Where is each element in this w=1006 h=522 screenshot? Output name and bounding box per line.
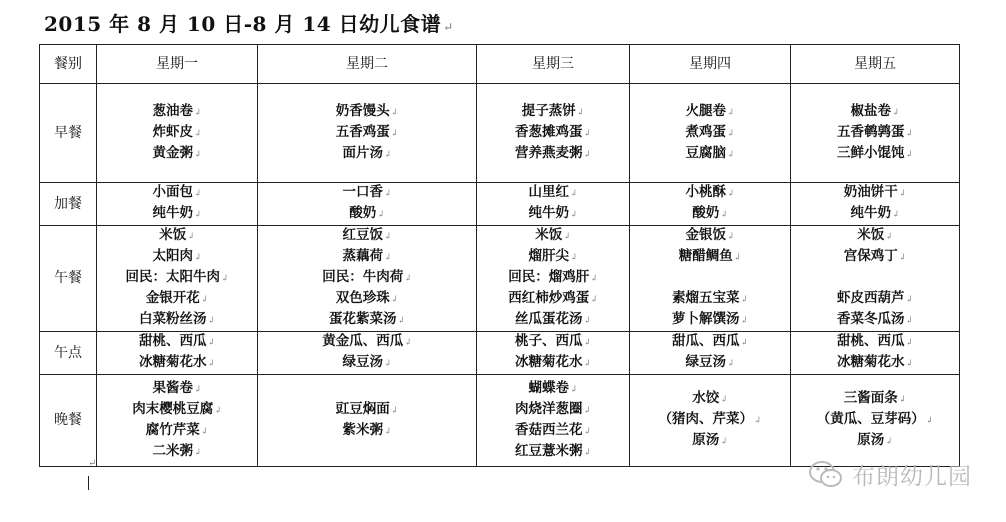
menu-item: 五香鸡蛋 ↲ — [258, 123, 476, 144]
menu-item: 奶油饼干 ↲ — [791, 183, 959, 204]
table-row-afternoon-snack — [40, 332, 960, 375]
menu-cell — [791, 375, 960, 467]
menu-item: 冰糖菊花水 ↲ — [477, 353, 629, 374]
menu-item: 金银饭 ↲ — [630, 226, 790, 247]
menu-item: 奶香馒头 ↲ — [258, 102, 476, 123]
menu-item: 回民：太阳牛肉 ↲ — [97, 268, 257, 289]
menu-item: 一口香 ↲ — [258, 183, 476, 204]
menu-cell — [97, 183, 258, 226]
menu-cell — [791, 183, 960, 226]
menu-cell — [477, 375, 630, 467]
menu-item: 绿豆汤 ↲ — [258, 353, 476, 374]
menu-item: 甜瓜、西瓜 ↲ — [630, 332, 790, 353]
menu-item: 回民：熘鸡肝 ↲ — [477, 268, 629, 289]
menu-item: 蛋花紫菜汤 ↲ — [258, 310, 476, 331]
menu-item: 酸奶 ↲ — [258, 204, 476, 225]
menu-item: 水饺 ↲ — [630, 389, 790, 410]
menu-item: 果酱卷 ↲ — [97, 379, 257, 400]
menu-cell — [258, 183, 477, 226]
menu-table — [39, 44, 960, 467]
menu-item: 红豆薏米粥 ↲ — [477, 442, 629, 463]
menu-item: 黄金瓜、西瓜 ↲ — [258, 332, 476, 353]
menu-cell — [477, 332, 630, 375]
menu-cell — [97, 375, 258, 467]
menu-item: 香葱摊鸡蛋 ↲ — [477, 123, 629, 144]
menu-item: 紫米粥 ↲ — [258, 421, 476, 442]
menu-item: 蝴蝶卷 ↲ — [477, 379, 629, 400]
menu-item: 冰糖菊花水 ↲ — [791, 353, 959, 374]
menu-cell — [630, 183, 791, 226]
menu-item: 小面包 ↲ — [97, 183, 257, 204]
paragraph-mark-icon: ↵ — [88, 458, 97, 469]
row-label-snack: 加餐 — [40, 183, 97, 226]
menu-item: 米饭 ↲ — [97, 226, 257, 247]
menu-item: 萝卜解馔汤 ↲ — [630, 310, 790, 331]
menu-cell — [791, 332, 960, 375]
menu-item: 双色珍珠 ↲ — [258, 289, 476, 310]
menu-item: 酸奶 ↲ — [630, 204, 790, 225]
menu-cell — [258, 226, 477, 332]
row-label-lunch: 午餐 — [40, 226, 97, 332]
menu-cell — [258, 84, 477, 183]
menu-item: 黄金粥 ↲ — [97, 144, 257, 165]
menu-item: 糖醋鲷鱼 ↲ — [630, 247, 790, 268]
menu-item: 提子蒸饼 ↲ — [477, 102, 629, 123]
menu-item: 煮鸡蛋 ↲ — [630, 123, 790, 144]
table-row-lunch — [40, 226, 960, 332]
menu-item: 米饭 ↲ — [791, 226, 959, 247]
menu-item: 腐竹芹菜 ↲ — [97, 421, 257, 442]
menu-item: 熘肝尖 ↲ — [477, 247, 629, 268]
menu-item: 绿豆汤 ↲ — [630, 353, 790, 374]
menu-item: 桃子、西瓜 ↲ — [477, 332, 629, 353]
menu-item: 二米粥 ↲ — [97, 442, 257, 463]
menu-item: 炸虾皮 ↲ — [97, 123, 257, 144]
menu-item: 椒盐卷 ↲ — [791, 102, 959, 123]
menu-item: 肉烧洋葱圈 ↲ — [477, 400, 629, 421]
menu-cell — [477, 226, 630, 332]
menu-item: 纯牛奶 ↲ — [97, 204, 257, 225]
menu-cell — [258, 332, 477, 375]
menu-item: 香菇西兰花 ↲ — [477, 421, 629, 442]
menu-item: 香菜冬瓜汤 ↲ — [791, 310, 959, 331]
header-friday: 星期五 — [791, 45, 960, 84]
menu-item: 宫保鸡丁 ↲ — [791, 247, 959, 268]
menu-item: 肉末樱桃豆腐 ↲ — [97, 400, 257, 421]
menu-item: （黄瓜、豆芽码） ↲ — [791, 410, 959, 431]
menu-cell — [630, 332, 791, 375]
menu-item: 太阳肉 ↲ — [97, 247, 257, 268]
menu-cell — [630, 226, 791, 332]
menu-item: 豇豆焖面 ↲ — [258, 400, 476, 421]
menu-item: 米饭 ↲ — [477, 226, 629, 247]
watermark — [808, 458, 972, 491]
table-row-breakfast — [40, 84, 960, 183]
menu-item: 纯牛奶 ↲ — [791, 204, 959, 225]
menu-item: 纯牛奶 ↲ — [477, 204, 629, 225]
menu-item: 面片汤 ↲ — [258, 144, 476, 165]
menu-item: 豆腐脑 ↲ — [630, 144, 790, 165]
menu-item: 甜桃、西瓜 ↲ — [97, 332, 257, 353]
row-label-dinner: 晚餐 — [40, 375, 97, 467]
menu-item: 丝瓜蛋花汤 ↲ — [477, 310, 629, 331]
header-meal-type: 餐别 — [40, 45, 97, 84]
menu-item: 营养燕麦粥 ↲ — [477, 144, 629, 165]
menu-cell — [630, 375, 791, 467]
menu-item: 原汤 ↲ — [791, 431, 959, 452]
menu-item: 三鲜小馄饨 ↲ — [791, 144, 959, 165]
menu-cell — [258, 375, 477, 467]
table-row-snack — [40, 183, 960, 226]
menu-item: 白菜粉丝汤 ↲ — [97, 310, 257, 331]
menu-item: 红豆饭 ↲ — [258, 226, 476, 247]
header-monday: 星期一 — [97, 45, 258, 84]
menu-item: 火腿卷 ↲ — [630, 102, 790, 123]
menu-cell — [97, 84, 258, 183]
menu-cell — [477, 183, 630, 226]
menu-item: 素熘五宝菜 ↲ — [630, 289, 790, 310]
menu-item: 蒸藕荷 ↲ — [258, 247, 476, 268]
title-text: 2015 年 8 月 10 日-8 月 14 日幼儿食谱 — [44, 12, 442, 36]
watermark-text: 布朗幼儿园 — [852, 464, 972, 490]
table-header-row — [40, 45, 960, 84]
menu-cell — [477, 84, 630, 183]
row-label-afternoon-snack: 午点 — [40, 332, 97, 375]
menu-item: 葱油卷 ↲ — [97, 102, 257, 123]
menu-item: 山里红 ↲ — [477, 183, 629, 204]
table-row-dinner — [40, 375, 960, 467]
menu-cell — [97, 332, 258, 375]
menu-cell — [97, 226, 258, 332]
text-cursor — [88, 476, 89, 490]
menu-item: 五香鹌鹑蛋 ↲ — [791, 123, 959, 144]
menu-item: 三酱面条 ↲ — [791, 389, 959, 410]
paragraph-mark-icon: ↵ — [443, 20, 454, 34]
header-thursday: 星期四 — [630, 45, 791, 84]
header-wednesday: 星期三 — [477, 45, 630, 84]
menu-item: 金银开花 ↲ — [97, 289, 257, 310]
menu-cell — [791, 226, 960, 332]
menu-item: 甜桃、西瓜 ↲ — [791, 332, 959, 353]
document-title — [44, 8, 454, 37]
wechat-icon — [808, 460, 844, 490]
menu-cell — [791, 84, 960, 183]
menu-item: 原汤 ↲ — [630, 431, 790, 452]
menu-item: 冰糖菊花水 ↲ — [97, 353, 257, 374]
menu-item: （猪肉、芹菜） ↲ — [630, 410, 790, 431]
header-tuesday: 星期二 — [258, 45, 477, 84]
menu-item: 虾皮西葫芦 ↲ — [791, 289, 959, 310]
menu-item: 回民：牛肉荷 ↲ — [258, 268, 476, 289]
menu-item: 小桃酥 ↲ — [630, 183, 790, 204]
row-label-breakfast: 早餐 — [40, 84, 97, 183]
menu-cell — [630, 84, 791, 183]
menu-item: 西红柿炒鸡蛋 ↲ — [477, 289, 629, 310]
